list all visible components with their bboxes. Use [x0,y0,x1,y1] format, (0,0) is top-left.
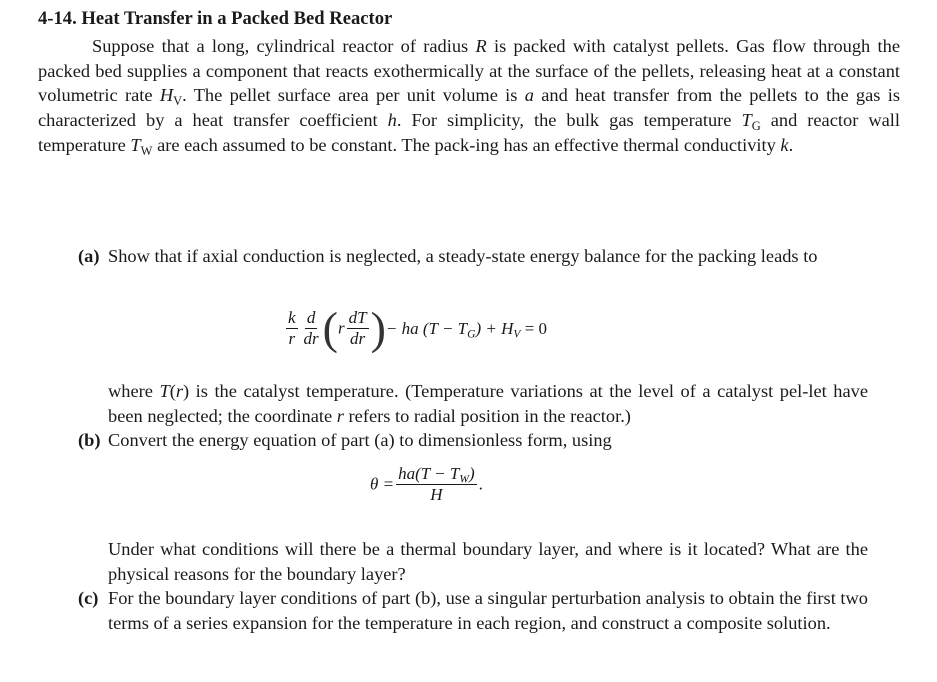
part-c-label: (c) [78,588,99,608]
part-b-label: (b) [78,430,101,450]
part-c [78,586,868,635]
problem-intro: Suppose that a long, cylindrical reactor of radius R is packed with catalyst pellets. Gas flow through the packed bed supplies a component that reacts exothermically at the surface of the pellets, releasing heat at a constant volumetric rate $H_V$. The pellet surface area per unit volume is a and heat transfer from the pellets to the gas is characterized by a heat transfer coefficient h. For simplicity, the bulk gas temperature $T_G$ and reactor wall temperature $T_W$ are each assumed to be constant. The pack-ing has an effective thermal conductivity k. [38,36,900,158]
part-b-text: Convert the energy equation of part (a) to dimensionless form, using [108,430,612,450]
dimensionless-theta-equation: θ = $\frac{ha(T - T_W)}{H}$ . [370,464,483,504]
part-a-label: (a) [78,246,100,266]
part-a [78,244,868,269]
energy-balance-equation: $\frac{k}{r}$ $\frac{d}{dr}$ (r $\frac{dT}{dr}$ )− ha $(T - T_G) + H_V = 0$ [288,302,548,354]
theta-fraction: $\frac{ha(T - T_W)}{H}$ [398,464,475,504]
problem-title: 4-14. Heat Transfer in a Packed Bed Reactor [38,8,393,29]
d-over-dr: $\frac{d}{dr}$ [303,308,319,348]
part-c-text: For the boundary layer conditions of part (b), use a singular perturbation analysis to obtain the first two terms of a series expansion for the temperature in each region, and construct a composite solution. [108,588,868,633]
part-b [78,428,868,453]
part-a-explanation: where T(r) is the catalyst temperature. (Temperature variations at the level of a catalyst pel-let have been neglected; the coordinate r refers to radial position in the reactor.) [108,381,868,426]
part-a-text: Show that if axial conduction is neglected, a steady-state energy balance for the packing leads to [108,246,818,266]
part-b-question: Under what conditions will there be a thermal boundary layer, and where is it located? What are the physical reasons for the boundary layer? [108,539,868,584]
dT-over-dr: $\frac{dT}{dr}$ [348,308,367,348]
k-over-r: $\frac{k}{r}$ [288,308,296,348]
